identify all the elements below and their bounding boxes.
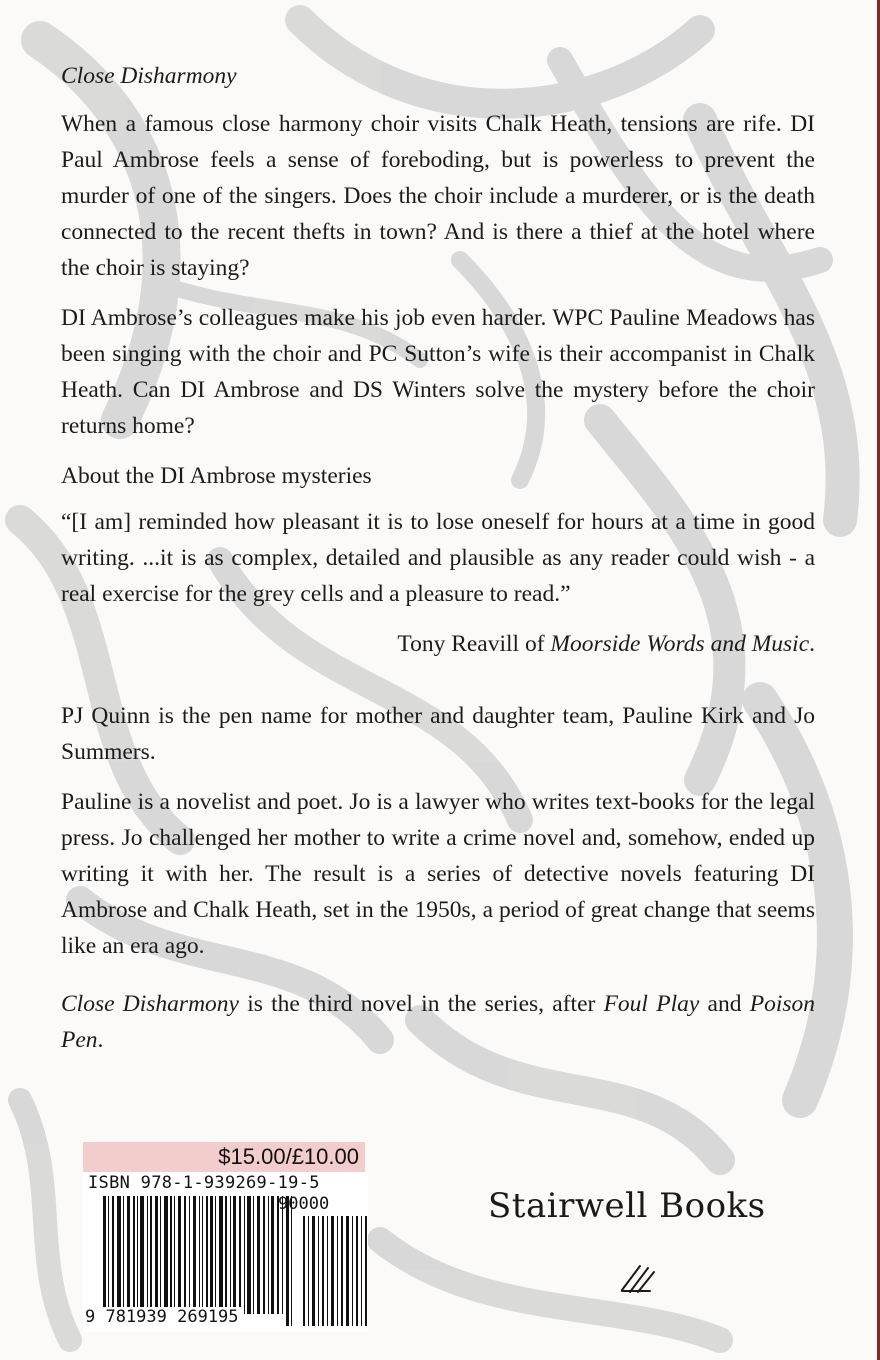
isbn-label: ISBN 978-1-939269-19-5	[88, 1173, 320, 1193]
author-paragraph-1: PJ Quinn is the pen name for mother and daughter team, Pauline Kirk and Jo Summers.	[61, 703, 815, 765]
review-attribution	[61, 626, 815, 662]
book-title: Close Disharmony	[61, 63, 237, 89]
publisher-name: Stairwell Books	[488, 1186, 766, 1226]
series-end: .	[97, 1027, 104, 1053]
about-heading: About the DI Ambrose mysteries	[61, 463, 372, 489]
series-title: Close Disharmony	[61, 991, 239, 1017]
series-book-1: Foul Play	[603, 991, 700, 1017]
publisher-logo-icon	[620, 1258, 660, 1294]
series-paragraph	[61, 986, 815, 1058]
review-quote: “[I am] reminded how pleasant it is to lose oneself for hours at a time in good writing. ...it is as complex, detailed and plausible as any reader could wish - a real exercise for the grey cells and a pleasure to read.”	[61, 509, 815, 607]
series-text-2: and	[699, 991, 750, 1017]
barcode-number: 9 781939 269195	[85, 1307, 239, 1327]
review-source: Moorside Words and Music	[550, 631, 810, 657]
barcode-addon-number: 90000	[278, 1194, 330, 1214]
blurb-paragraph-1: When a famous close harmony choir visits Chalk Heath, tensions are rife. DI Paul Ambrose feels a sense of foreboding, but is powerless to prevent the murder of one of the singers. Does the choir include a murderer, or is the death connected to the recent thefts in town? And is there a thief at the hotel where the choir is staying?	[61, 111, 815, 281]
review-end: .	[809, 631, 815, 657]
price-label: $15.00/£10.00	[83, 1142, 365, 1172]
back-cover-text	[61, 58, 815, 1072]
series-text-1: is the third novel in the series, after	[238, 991, 604, 1017]
review-author: Tony Reavill of	[397, 631, 551, 657]
blurb-paragraph-2: DI Ambrose’s colleagues make his job even harder. WPC Pauline Meadows has been singing with the choir and PC Sutton’s wife is their accompanist in Chalk Heath. Can DI Ambrose and DS Winters solve the mystery before the choir returns home?	[61, 305, 815, 439]
series-book-2: Poison Pen	[61, 991, 815, 1053]
author-paragraph-2: Pauline is a novelist and poet. Jo is a lawyer who writes text-books for the legal press. Jo challenged her mother to write a crime novel and, somehow, ended up writing it with her. The result is a series of detective novels featuring DI Ambrose and Chalk Heath, set in the 1950s, a period of great change that seems like an era ago.	[61, 789, 815, 959]
